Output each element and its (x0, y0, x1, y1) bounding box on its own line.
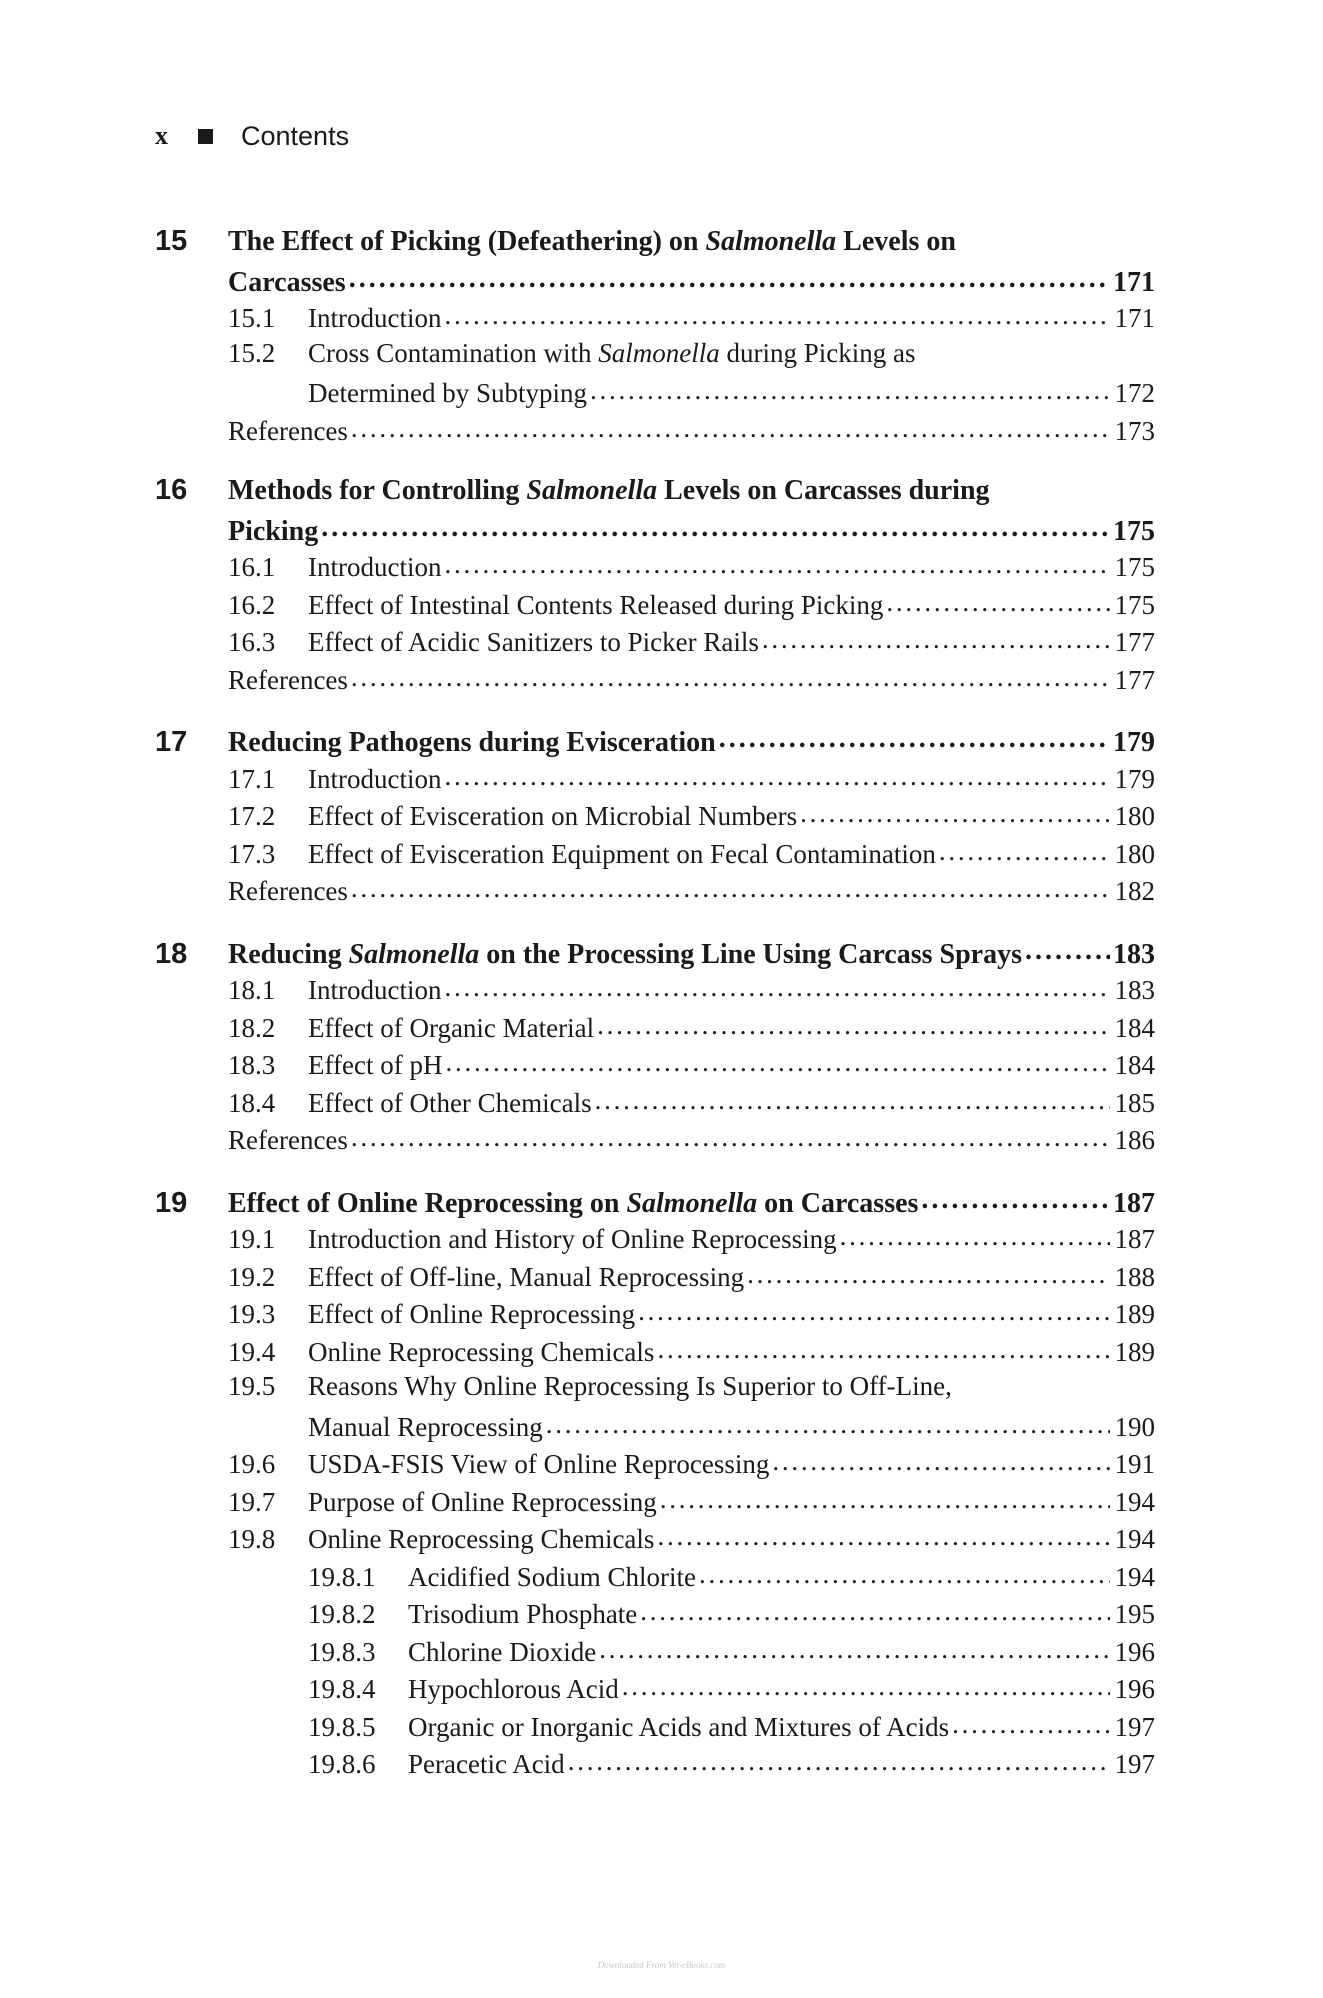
dot-leader (921, 1184, 1110, 1212)
section-number: 19.7 (228, 1486, 276, 1517)
chapter-title: Reducing Pathogens during Evisceration (228, 727, 716, 758)
section-title: Effect of Online Reprocessing (308, 1299, 636, 1329)
dot-leader (444, 549, 1110, 576)
section-row (155, 972, 1155, 1010)
dot-leader (444, 300, 1110, 327)
page-number: 189 (1114, 1336, 1155, 1367)
section-title: Online Reprocessing Chemicals (308, 1524, 655, 1554)
chapter-title-row-continued (155, 263, 1155, 301)
subsection-row (155, 1559, 1155, 1597)
chapter-18 (155, 935, 1155, 1160)
page-number: 179 (1114, 763, 1155, 794)
section-title: Effect of Evisceration Equipment on Fecal Contamination (308, 838, 936, 869)
dot-leader (762, 624, 1110, 651)
subsection-number: 19.8.4 (308, 1674, 376, 1704)
references-row (155, 1122, 1155, 1160)
section-title: Effect of Evisceration on Microbial Numbers (308, 801, 798, 831)
subsection-title: Hypochlorous Acid (408, 1674, 619, 1704)
page-number: 188 (1114, 1261, 1155, 1292)
page-number: 194 (1114, 1524, 1155, 1554)
page-number: 180 (1114, 801, 1155, 831)
subsection-row (155, 1634, 1155, 1672)
section-number: 19.4 (228, 1336, 276, 1367)
page-number: 177 (1114, 664, 1155, 695)
chapter-number: 19 (155, 1186, 188, 1219)
page-number: 191 (1114, 1449, 1155, 1479)
page-number: 182 (1114, 876, 1155, 906)
chapter-title: Effect of Online Reprocessing on Salmonella on Carcasses (228, 1187, 919, 1219)
page-number: 194 (1114, 1561, 1155, 1592)
page-number: 190 (1114, 1411, 1155, 1442)
dot-leader (638, 1296, 1110, 1323)
section-number: 19.2 (228, 1261, 276, 1292)
section-title: Determined by Subtyping (308, 378, 587, 408)
chapter-16 (155, 474, 1155, 699)
chapter-title: Picking (228, 515, 319, 547)
chapter-title-row (155, 1184, 1155, 1222)
section-number: 17.2 (228, 801, 276, 831)
page-number: 172 (1114, 378, 1155, 408)
page-number: 194 (1114, 1486, 1155, 1517)
chapter-number: 17 (155, 726, 188, 758)
subsection-number: 19.8.2 (308, 1599, 376, 1629)
subsection-title: Chlorine Dioxide (408, 1636, 597, 1667)
chapter-number: 16 (155, 474, 188, 506)
section-row (155, 836, 1155, 874)
section-number: 16.1 (228, 552, 276, 582)
dot-leader (657, 1521, 1110, 1548)
table-of-contents (155, 225, 1155, 1808)
page-number: 180 (1114, 838, 1155, 869)
page-number: 183 (1114, 975, 1155, 1005)
subsection-row (155, 1746, 1155, 1784)
section-row (155, 1296, 1155, 1334)
references-row (155, 873, 1155, 911)
section-row (155, 1484, 1155, 1522)
dot-leader (640, 1596, 1110, 1623)
section-number: 19.3 (228, 1299, 276, 1329)
subsection-title: Organic or Inorganic Acids and Mixtures of Acids (408, 1711, 950, 1742)
page-folio: x (155, 121, 168, 150)
page-number: 185 (1114, 1087, 1155, 1118)
section-title: Introduction (308, 303, 442, 333)
section-row (155, 1085, 1155, 1123)
dot-leader (546, 1409, 1110, 1436)
page-number: 196 (1114, 1674, 1155, 1704)
page-number: 187 (1113, 1187, 1155, 1219)
subsection-title: Acidified Sodium Chlorite (408, 1561, 696, 1592)
page-number: 184 (1114, 1012, 1155, 1043)
section-number: 16.2 (228, 589, 276, 620)
page-number: 179 (1113, 727, 1155, 758)
section-row (155, 624, 1155, 662)
page-number: 175 (1113, 515, 1155, 547)
section-number: 18.4 (228, 1087, 276, 1118)
page-number: 175 (1114, 589, 1155, 620)
page-number: 186 (1114, 1125, 1155, 1155)
references-label: References (228, 415, 348, 446)
section-number: 18.1 (228, 975, 276, 1005)
section-row (155, 1334, 1155, 1372)
dot-leader (1025, 935, 1110, 963)
section-title: USDA-FSIS View of Online Reprocessing (308, 1449, 770, 1479)
references-label: References (228, 1125, 348, 1155)
chapter-number: 18 (155, 937, 188, 970)
subsection-number: 19.8.6 (308, 1749, 376, 1779)
section-title: Effect of Acidic Sanitizers to Picker Rails (308, 627, 759, 657)
dot-leader (657, 1334, 1110, 1361)
page-number: 187 (1114, 1224, 1155, 1254)
square-bullet-icon (198, 129, 213, 144)
subsection-number: 19.8.3 (308, 1636, 376, 1667)
page-number: 175 (1114, 552, 1155, 582)
dot-leader (351, 413, 1110, 440)
dot-leader (351, 873, 1110, 900)
section-row (155, 300, 1155, 338)
section-row (155, 1010, 1155, 1048)
section-row (155, 549, 1155, 587)
section-title: Introduction (308, 552, 442, 582)
section-title: Effect of Organic Material (308, 1012, 595, 1043)
section-title: Effect of Off-line, Manual Reprocessing (308, 1261, 745, 1292)
chapter-title: The Effect of Picking (Defeathering) on Salmonella Levels on (228, 226, 956, 257)
page-number: 171 (1113, 266, 1155, 298)
download-watermark: Downloaded From Vet-eBooks.com (597, 1960, 726, 1970)
section-number: 19.5 (228, 1371, 276, 1401)
section-row (155, 1446, 1155, 1484)
chapter-17 (155, 723, 1155, 911)
section-title: Introduction (308, 763, 442, 794)
page-number: 184 (1114, 1050, 1155, 1080)
chapter-title: Carcasses (228, 266, 346, 298)
chapter-title-row (155, 723, 1155, 761)
chapter-title-row (155, 474, 1155, 512)
references-label: References (228, 876, 348, 906)
references-label: References (228, 664, 348, 695)
dot-leader (660, 1484, 1110, 1511)
dot-leader (939, 836, 1110, 863)
section-row (155, 1221, 1155, 1259)
section-row (155, 1259, 1155, 1297)
page-number: 183 (1113, 938, 1155, 970)
dot-leader (800, 798, 1110, 825)
dot-leader (445, 1047, 1110, 1074)
dot-leader (772, 1446, 1110, 1473)
section-number: 16.3 (228, 627, 276, 657)
section-title: Online Reprocessing Chemicals (308, 1336, 655, 1367)
section-title: Purpose of Online Reprocessing (308, 1486, 657, 1517)
chapter-title: Reducing Salmonella on the Processing Line Using Carcass Sprays (228, 938, 1022, 970)
section-number: 19.1 (228, 1224, 276, 1254)
section-title: Effect of Other Chemicals (308, 1087, 592, 1118)
section-row (155, 1047, 1155, 1085)
section-title: Reasons Why Online Reprocessing Is Superior to Off-Line, (308, 1371, 952, 1401)
section-title: Effect of Intestinal Contents Released during Picking (308, 589, 884, 620)
section-row-continued (155, 1409, 1155, 1447)
references-row (155, 662, 1155, 700)
dot-leader (597, 1010, 1110, 1037)
dot-leader (568, 1746, 1110, 1773)
chapter-19 (155, 1184, 1155, 1784)
page-number: 177 (1114, 627, 1155, 657)
section-title: Cross Contamination with Salmonella during Picking as (308, 337, 916, 368)
section-number: 19.6 (228, 1449, 276, 1479)
section-row-continued (155, 375, 1155, 413)
running-title: Contents (241, 120, 350, 151)
chapter-number: 15 (155, 225, 188, 257)
dot-leader (321, 512, 1110, 540)
dot-leader (952, 1709, 1110, 1736)
chapter-title-row (155, 935, 1155, 973)
subsection-number: 19.8.5 (308, 1711, 376, 1742)
dot-leader (622, 1671, 1110, 1698)
page-number: 197 (1114, 1711, 1155, 1742)
dot-leader (351, 662, 1110, 689)
chapter-title-row (155, 225, 1155, 263)
section-number: 15.2 (228, 337, 276, 368)
section-number: 18.2 (228, 1012, 276, 1043)
page-number: 197 (1114, 1749, 1155, 1779)
page-number: 171 (1114, 303, 1155, 333)
section-number: 15.1 (228, 303, 276, 333)
section-number: 19.8 (228, 1524, 276, 1554)
subsection-number: 19.8.1 (308, 1561, 376, 1592)
dot-leader (840, 1221, 1110, 1248)
subsection-title: Trisodium Phosphate (408, 1599, 638, 1629)
subsection-title: Peracetic Acid (408, 1749, 565, 1779)
subsection-row (155, 1596, 1155, 1634)
section-number: 17.1 (228, 763, 276, 794)
page-number: 173 (1114, 415, 1155, 446)
dot-leader (349, 263, 1110, 291)
section-title: Introduction (308, 975, 442, 1005)
chapter-title-row-continued (155, 512, 1155, 550)
dot-leader (599, 1634, 1110, 1661)
dot-leader (444, 972, 1110, 999)
page-number: 195 (1114, 1599, 1155, 1629)
references-row (155, 413, 1155, 451)
dot-leader (719, 723, 1110, 751)
section-row (155, 587, 1155, 625)
dot-leader (590, 375, 1110, 402)
section-number: 17.3 (228, 838, 276, 869)
page-number: 189 (1114, 1299, 1155, 1329)
dot-leader (595, 1085, 1110, 1112)
section-row (155, 1521, 1155, 1559)
section-row (155, 761, 1155, 799)
dot-leader (444, 761, 1110, 788)
section-title: Introduction and History of Online Reprocessing (308, 1224, 837, 1254)
dot-leader (699, 1559, 1110, 1586)
dot-leader (886, 587, 1110, 614)
section-row (155, 798, 1155, 836)
subsection-row (155, 1709, 1155, 1747)
section-title: Effect of pH (308, 1050, 443, 1080)
section-number: 18.3 (228, 1050, 276, 1080)
dot-leader (747, 1259, 1110, 1286)
page-number: 196 (1114, 1636, 1155, 1667)
chapter-title: Methods for Controlling Salmonella Levels on Carcasses during (228, 475, 990, 506)
subsection-row (155, 1671, 1155, 1709)
chapter-15 (155, 225, 1155, 450)
section-row (155, 1371, 1155, 1409)
running-header (155, 118, 349, 154)
section-row (155, 338, 1155, 376)
dot-leader (351, 1122, 1110, 1149)
section-title: Manual Reprocessing (308, 1411, 543, 1442)
